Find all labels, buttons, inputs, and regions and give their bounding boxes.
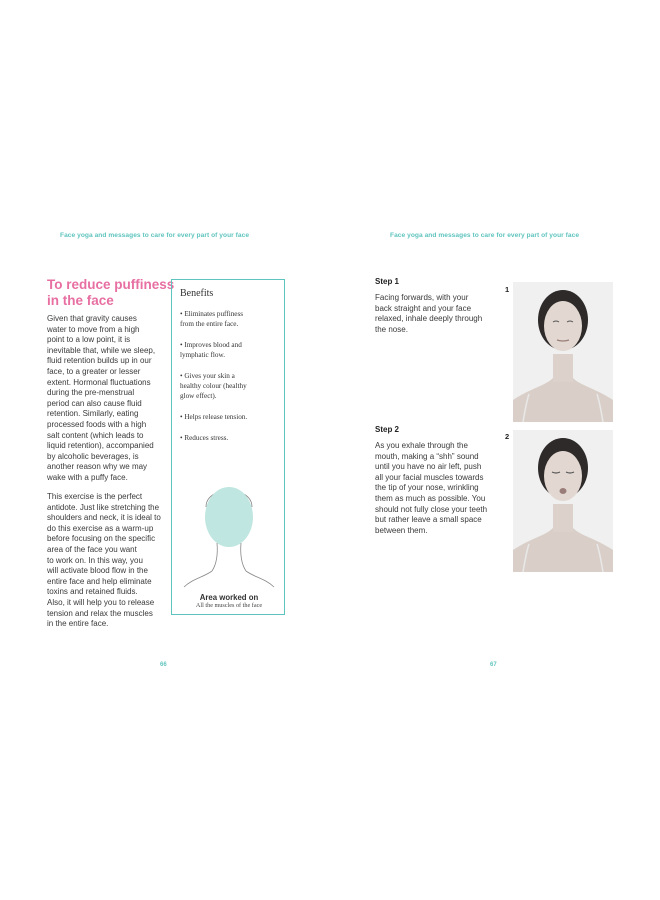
antidote-paragraph	[47, 492, 172, 630]
step-2-title: Step 2	[375, 425, 400, 434]
text-line: toxins and retained fluids.	[47, 587, 138, 597]
benefit-item	[180, 434, 278, 444]
running-head-right: Face yoga and messages to care for every part of your face	[390, 232, 580, 239]
text-line: area of the face you want	[47, 544, 137, 554]
area-worked-label: Area worked on	[199, 593, 259, 602]
text-line: shoulders and neck, it is ideal to	[47, 513, 161, 523]
benefit-line: • Reduces stress.	[180, 434, 229, 442]
woman-scrunched-face-image	[513, 430, 613, 572]
running-head-left: Face yoga and messages to care for every part of your face	[60, 232, 250, 239]
shoulder-line	[184, 571, 212, 587]
benefits-title: Benefits	[180, 288, 214, 299]
text-line: will activate blood flow in the	[47, 566, 148, 576]
text-line: another reason why we may	[47, 462, 148, 472]
text-line: antidote. Just like stretching the	[47, 502, 160, 512]
text-line: Given that gravity causes	[47, 314, 137, 323]
text-line: face, to a greater or lesser	[47, 366, 141, 376]
text-line: the nose.	[375, 324, 408, 334]
face-diagram	[182, 477, 276, 593]
text-line: This exercise is the perfect	[47, 492, 143, 501]
benefit-item	[180, 310, 278, 330]
text-line: entire face and help eliminate	[47, 576, 152, 586]
benefit-line: lymphatic flow.	[180, 350, 226, 359]
text-line: period can also cause fluid	[47, 398, 142, 408]
neck-line	[241, 543, 246, 571]
text-line: fluid retention builds up in our	[47, 356, 152, 366]
benefit-line: healthy colour (healthy	[180, 381, 247, 390]
text-line: extent. Hormonal fluctuations	[47, 377, 151, 387]
benefit-item	[180, 341, 278, 361]
step-1-text	[375, 293, 500, 335]
step-1-title: Step 1	[375, 277, 400, 286]
area-worked-value: All the muscles of the face	[195, 602, 263, 609]
face-area-highlight	[205, 487, 253, 547]
text-line: mouth, making a “shh” sound	[375, 451, 479, 461]
step-2-number: 2	[505, 432, 510, 441]
text-line: liquid retention), accompanied	[47, 441, 154, 451]
text-line: between them.	[375, 525, 428, 535]
neck-line	[212, 543, 217, 571]
benefit-line: • Gives your skin a	[180, 372, 235, 380]
page-number-right: 67	[490, 662, 497, 668]
text-line: back straight and your face	[375, 303, 472, 313]
text-line: Also, it will help you to release	[47, 597, 155, 607]
text-line: but rather leave a small space	[375, 515, 482, 525]
shoulder-line	[246, 571, 274, 587]
benefit-item	[180, 372, 278, 401]
text-line: wake with a puffy face.	[47, 472, 128, 482]
text-line: should not fully close your teeth	[375, 504, 488, 514]
text-line: until you have no air left, push	[375, 462, 482, 472]
benefit-line: • Improves blood and	[180, 341, 242, 349]
benefit-line: • Helps release tension.	[180, 413, 248, 421]
text-line: before focusing on the specific	[47, 534, 156, 544]
benefits-box	[171, 279, 285, 615]
text-line: point to a low point, it is	[47, 335, 131, 345]
benefit-line: • Eliminates puffiness	[180, 310, 244, 318]
text-line: all your facial muscles towards	[375, 472, 484, 482]
text-line: As you exhale through the	[375, 441, 468, 450]
benefit-line: from the entire face.	[180, 319, 239, 328]
step-2-photo	[513, 430, 613, 572]
text-line: in the entire face.	[47, 619, 109, 629]
benefit-item	[180, 413, 278, 423]
text-line: them as much as possible. You	[375, 493, 486, 503]
woman-relaxed-face-image	[513, 282, 613, 422]
text-line: relaxed, inhale deeply through	[375, 314, 483, 324]
text-line: inevitable that, while we sleep,	[47, 345, 156, 355]
text-line: tension and relax the muscles	[47, 608, 153, 618]
text-line: by alcoholic beverages, is	[47, 451, 139, 461]
step-1-number: 1	[505, 285, 510, 294]
benefit-line: glow effect).	[180, 391, 217, 400]
text-line: water to move from a high	[47, 324, 140, 334]
page-title: To reduce puffiness in the face	[47, 277, 175, 308]
page-number-left: 66	[160, 662, 167, 668]
text-line: retention. Similarly, eating	[47, 409, 139, 419]
step-1-photo	[513, 282, 613, 422]
text-line: salt content (which leads to	[47, 430, 144, 440]
text-line: processed foods with a high	[47, 419, 147, 429]
text-line: the tip of your nose, wrinkling	[375, 483, 479, 493]
intro-paragraph	[47, 314, 172, 484]
step-2-text	[375, 441, 500, 536]
text-line: Facing forwards, with your	[375, 293, 469, 302]
text-line: to work on. In this way, you	[47, 555, 143, 565]
text-line: do this exercise as a warm-up	[47, 523, 154, 533]
text-line: during the pre-menstrual	[47, 388, 135, 398]
